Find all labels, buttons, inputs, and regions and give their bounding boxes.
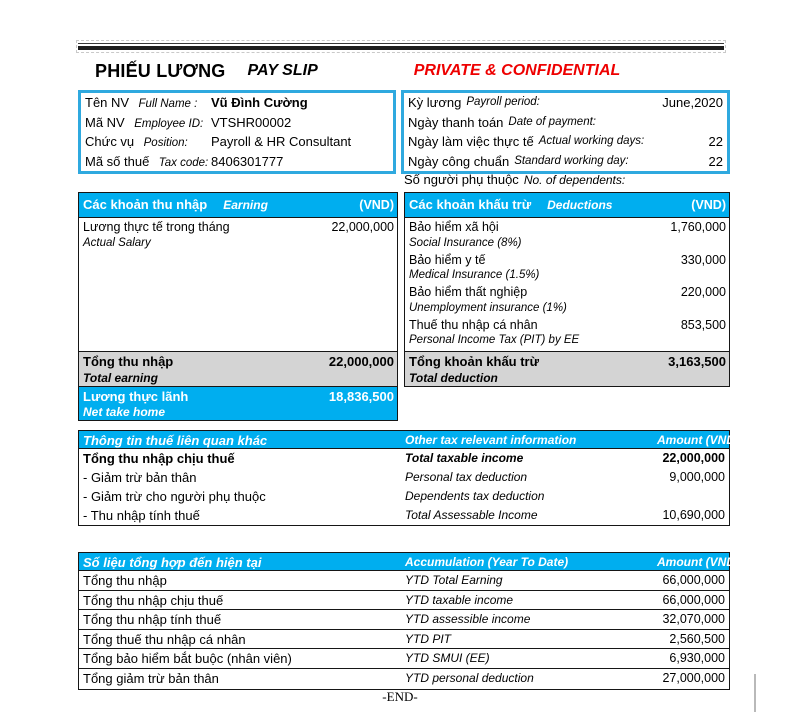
header-label-en: Accumulation (Year To Date) (405, 555, 569, 569)
row-amount: 6,930,000 (669, 651, 725, 666)
label-vn: Số người phụ thuộc (404, 172, 519, 187)
row-amount: 1,760,000 (670, 220, 726, 234)
employee-info-box (78, 90, 396, 174)
header-amount-label: Amount (VND) (657, 433, 739, 447)
row-label-vn: Bảo hiểm y tế (409, 252, 486, 267)
header-label-vn: Số liệu tổng hợp đến hiện tại (83, 555, 262, 570)
row-label-vn: Tổng thu nhập chịu thuế (83, 451, 235, 466)
total-label-vn: Tổng khoản khấu trừ (409, 354, 540, 369)
row-label-vn: Tổng bảo hiểm bắt buộc (nhân viên) (83, 651, 292, 667)
row-amount: 22,000,000 (331, 220, 394, 234)
employee-taxcode-value: 8406301777 (211, 153, 284, 169)
label-en: Actual working days: (538, 135, 645, 147)
info-boxes (78, 90, 730, 174)
label-en: No. of dependents: (523, 173, 626, 187)
header-unit: (VND) (359, 198, 394, 212)
row-label-en: Actual Salary (83, 236, 151, 249)
row-amount: 9,000,000 (669, 470, 725, 484)
row-label-vn: Tổng thu nhập chịu thuế (83, 592, 224, 608)
total-amount: 3,163,500 (668, 354, 726, 369)
total-label-en: Total deduction (409, 371, 498, 385)
total-amount: 22,000,000 (328, 354, 394, 369)
accumulation-section (78, 552, 739, 690)
row-amount: 66,000,000 (662, 573, 725, 587)
deductions-table (404, 192, 730, 387)
actual-working-days-value: 22 (708, 134, 723, 149)
header-label-en: Earning (223, 198, 268, 212)
employee-position-value: Payroll & HR Consultant (211, 134, 352, 149)
page-title-en: PAY SLIP (247, 62, 318, 79)
payroll-period-value: June,2020 (662, 95, 723, 110)
row-label-en: Total taxable income (405, 451, 524, 465)
deduction-row-medical-insurance (405, 252, 729, 285)
row-amount: 66,000,000 (662, 592, 725, 607)
row-label-en: YTD assessible income (405, 612, 531, 627)
row-label-vn: Tổng thu nhập tính thuế (83, 612, 222, 628)
earnings-table (78, 192, 398, 421)
label-vn: Chức vụ (85, 134, 135, 149)
label-en: Full Name : (138, 98, 198, 110)
label-en: Date of payment: (508, 115, 596, 128)
row-label-vn: Tổng giảm trừ bản thân (83, 670, 219, 686)
row-label-vn: - Giảm trừ bản thân (83, 470, 197, 485)
deduction-row-pit (405, 317, 729, 350)
total-label-vn: Tổng thu nhập (83, 354, 174, 369)
end-marker: -END- (382, 689, 418, 704)
accum-row-personal-deduction (79, 669, 729, 689)
label-en: Employee ID: (134, 117, 204, 130)
header-label-en: Deductions (547, 198, 613, 212)
deduction-row-unemployment-insurance (405, 284, 729, 317)
row-amount: 853,500 (680, 317, 726, 332)
row-amount: 220,000 (680, 285, 726, 299)
row-label-en: YTD SMUI (EE) (405, 651, 490, 666)
dependents-row (404, 171, 730, 189)
total-label-en: Total earning (83, 371, 158, 385)
label-vn: Ngày công chuẩn (408, 153, 510, 169)
row-label-en: YTD personal deduction (405, 670, 534, 685)
header-label-vn: Các khoản thu nhập (83, 197, 208, 212)
employee-fullname-value: Vũ Đình Cường (211, 95, 308, 110)
header-unit: (VND) (691, 198, 726, 212)
period-row-payroll-period (404, 93, 727, 113)
tax-info-section (78, 430, 739, 526)
accum-row-total-earning (79, 571, 729, 591)
row-label-en: Medical Insurance (1.5%) (409, 269, 540, 281)
net-label-en: Net take home (83, 405, 166, 419)
row-label-vn: - Thu nhập tính thuế (83, 508, 200, 523)
deduction-row-social-insurance (405, 219, 729, 252)
accum-row-assessible-income (79, 610, 729, 630)
row-label-vn: Thuế thu nhập cá nhân (409, 317, 538, 332)
tax-info-body (78, 449, 730, 526)
row-amount: 10,690,000 (662, 508, 725, 522)
row-label-en: Personal tax deduction (405, 470, 528, 484)
title-bar (78, 56, 730, 86)
net-amount: 18,836,500 (328, 389, 394, 404)
rule-line (78, 43, 724, 50)
earnings-body (78, 218, 398, 352)
deductions-header (404, 192, 730, 218)
tax-row-dependents-deduction (79, 487, 729, 506)
page-title-vn: PHIẾU LƯƠNG (95, 60, 226, 81)
label-en: Tax code: (158, 156, 209, 169)
period-info-box (401, 90, 730, 174)
net-take-home-row (78, 387, 398, 421)
employee-row-taxcode (81, 152, 393, 172)
net-label-vn: Lương thực lãnh (83, 389, 189, 404)
period-row-standard-days (404, 152, 727, 172)
row-label-vn: Lương thực tế trong tháng (83, 220, 230, 234)
label-vn: Mã NV (85, 114, 125, 130)
header-label-vn: Các khoản khấu trừ (409, 197, 532, 212)
employee-row-id (81, 113, 393, 133)
period-row-actual-days (404, 132, 727, 152)
header-label-vn: Thông tin thuế liên quan khác (83, 433, 268, 448)
row-amount: 32,070,000 (662, 612, 725, 627)
employee-row-position (81, 132, 393, 152)
row-label-en: Social Insurance (8%) (409, 236, 522, 249)
row-amount: 2,560,500 (669, 631, 725, 646)
row-label-en: Unemployment insurance (1%) (409, 301, 567, 314)
header-label-en: Other tax relevant information (405, 433, 577, 447)
header-amount-label: Amount (VND) (657, 555, 739, 569)
tax-row-assessable-income (79, 506, 729, 525)
row-label-en: Total Assessable Income (405, 508, 538, 522)
row-label-vn: Bảo hiểm thất nghiệp (409, 285, 528, 299)
row-label-en: YTD PIT (405, 631, 452, 646)
accumulation-header (78, 552, 739, 571)
row-label-en: Dependents tax deduction (405, 489, 545, 503)
main-pay-tables (78, 192, 730, 421)
total-earning-row (78, 351, 398, 387)
row-label-en: Personal Income Tax (PIT) by EE (409, 334, 580, 346)
accum-row-taxable-income (79, 591, 729, 611)
label-en: Position: (143, 137, 188, 149)
row-label-en: YTD taxable income (405, 592, 514, 607)
total-deduction-row (404, 351, 730, 387)
label-vn: Tên NV (85, 95, 130, 110)
top-double-rule (76, 40, 726, 53)
row-label-vn: Tổng thu nhập (83, 573, 167, 588)
row-label-vn: Tổng thuế thu nhập cá nhân (83, 631, 246, 647)
row-amount: 330,000 (680, 252, 726, 267)
row-amount: 27,000,000 (662, 670, 725, 685)
employee-row-fullname (81, 93, 393, 113)
employee-id-value: VTSHR00002 (211, 114, 292, 130)
label-vn: Mã số thuế (85, 153, 150, 169)
period-row-payment-date (404, 113, 727, 133)
label-vn: Ngày thanh toán (408, 114, 504, 130)
label-en: Payroll period: (466, 96, 540, 108)
row-amount (657, 487, 729, 506)
label-vn: Ngày làm việc thực tế (408, 134, 534, 149)
accum-row-pit (79, 630, 729, 650)
accumulation-body (78, 571, 730, 690)
page-break-tick (754, 674, 756, 712)
row-label-vn: Bảo hiểm xã hội (409, 220, 499, 234)
row-amount: 22,000,000 (662, 451, 725, 465)
standard-working-day-value: 22 (708, 153, 723, 169)
confidential-label: PRIVATE & CONFIDENTIAL (413, 62, 621, 79)
label-en: Standard working day: (514, 154, 629, 167)
tax-info-header (78, 430, 739, 449)
tax-row-taxable-income (79, 449, 729, 468)
label-vn: Kỳ lương (408, 95, 462, 110)
row-label-en: YTD Total Earning (405, 573, 503, 587)
earning-row (79, 219, 397, 252)
row-label-vn: - Giảm trừ cho người phụ thuộc (83, 489, 266, 504)
deductions-body (404, 218, 730, 352)
earnings-header (78, 192, 398, 218)
tax-row-personal-deduction (79, 468, 729, 487)
accum-row-smui (79, 649, 729, 669)
